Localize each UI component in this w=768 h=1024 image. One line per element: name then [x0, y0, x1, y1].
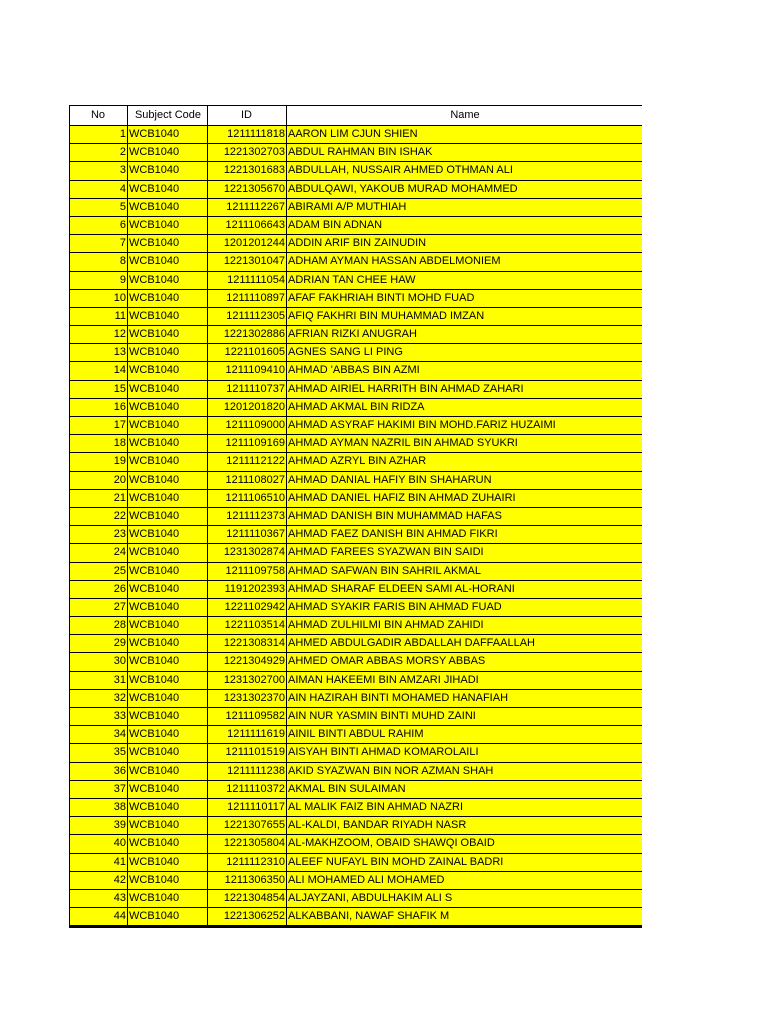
- table-row: [70, 162, 642, 180]
- table-row: [70, 726, 642, 744]
- cell-id[interactable]: 1221102942: [208, 599, 287, 616]
- cell-name[interactable]: AHMAD DANIEL HAFIZ BIN AHMAD ZUHAIRI: [288, 491, 516, 504]
- cell-no[interactable]: 17: [70, 417, 128, 434]
- cell-subject-code[interactable]: WCB1040: [128, 672, 208, 689]
- cell-no[interactable]: 27: [70, 599, 128, 616]
- cell-subject-code[interactable]: WCB1040: [128, 344, 208, 361]
- table-row: [70, 526, 642, 544]
- cell-name[interactable]: ADDIN ARIF BIN ZAINUDIN: [288, 237, 427, 250]
- cell-id[interactable]: 1211110117: [208, 799, 287, 816]
- cell-name[interactable]: AHMED ABDULGADIR ABDALLAH DAFFAALLAH: [288, 637, 535, 650]
- table-row: [70, 635, 642, 653]
- cell-id[interactable]: 1211109410: [208, 362, 287, 379]
- table-row: [70, 653, 642, 671]
- cell-name[interactable]: AIN NUR YASMIN BINTI MUHD ZAINI: [288, 710, 476, 722]
- cell-name[interactable]: AHMAD SAFWAN BIN SAHRIL AKMAL: [288, 564, 481, 577]
- table-row: [70, 908, 642, 926]
- cell-id[interactable]: 1221101605: [208, 344, 287, 361]
- table-body: [70, 126, 642, 926]
- cell-id[interactable]: 1211111238: [208, 763, 287, 780]
- cell-name[interactable]: ALI MOHAMED ALI MOHAMED: [288, 873, 445, 886]
- table-row: [70, 581, 642, 599]
- cell-subject-code[interactable]: WCB1040: [128, 417, 208, 434]
- cell-no[interactable]: 28: [70, 617, 128, 634]
- cell-name[interactable]: AL MALIK FAIZ BIN AHMAD NAZRI: [288, 800, 464, 813]
- cell-name[interactable]: AHMAD AZRYL BIN AZHAR: [288, 455, 427, 468]
- cell-subject-code[interactable]: WCB1040: [128, 653, 208, 670]
- cell-name[interactable]: AHMAD DANIAL HAFIY BIN SHAHARUN: [288, 473, 492, 486]
- cell-no[interactable]: 15: [70, 381, 128, 398]
- cell-no[interactable]: 30: [70, 653, 128, 670]
- table-row: [70, 617, 642, 635]
- cell-id[interactable]: 1221304929: [208, 653, 287, 670]
- table-row: [70, 781, 642, 799]
- cell-no[interactable]: 12: [70, 326, 128, 343]
- cell-id[interactable]: 1221307655: [208, 817, 287, 834]
- cell-name[interactable]: ALKABBANI, NAWAF SHAFIK M: [288, 910, 450, 923]
- cell-id[interactable]: 1221306252: [208, 908, 287, 925]
- cell-name[interactable]: AFIQ FAKHRI BIN MUHAMMAD IMZAN: [288, 309, 485, 322]
- cell-id[interactable]: 1231302700: [208, 672, 287, 689]
- table-row: [70, 490, 642, 508]
- cell-no[interactable]: 24: [70, 544, 128, 561]
- cell-name[interactable]: AINIL BINTI ABDUL RAHIM: [288, 728, 424, 741]
- cell-subject-code[interactable]: WCB1040: [128, 199, 208, 216]
- cell-subject-code[interactable]: WCB1040: [128, 217, 208, 234]
- cell-id[interactable]: 1211112267: [208, 199, 287, 216]
- cell-subject-code[interactable]: WCB1040: [128, 308, 208, 325]
- table-row: [70, 235, 642, 253]
- cell-subject-code[interactable]: WCB1040: [128, 599, 208, 616]
- cell-subject-code[interactable]: WCB1040: [128, 399, 208, 416]
- cell-name[interactable]: AHMAD ASYRAF HAKIMI BIN MOHD.FARIZ HUZAIMI: [288, 419, 556, 431]
- table-row: [70, 544, 642, 562]
- table-row: [70, 290, 642, 308]
- cell-id[interactable]: 1211111818: [208, 126, 287, 143]
- cell-id[interactable]: 1211109000: [208, 417, 287, 434]
- cell-subject-code[interactable]: WCB1040: [128, 763, 208, 780]
- cell-id[interactable]: 1211110372: [208, 781, 287, 798]
- cell-name[interactable]: AHMAD SYAKIR FARIS BIN AHMAD FUAD: [288, 600, 502, 613]
- cell-id[interactable]: 1221302703: [208, 144, 287, 161]
- table-row: [70, 854, 642, 872]
- cell-subject-code[interactable]: WCB1040: [128, 544, 208, 561]
- table-row: [70, 362, 642, 380]
- cell-no[interactable]: 9: [70, 272, 128, 289]
- cell-id[interactable]: 1221304854: [208, 890, 287, 907]
- table-row: [70, 672, 642, 690]
- cell-no[interactable]: 22: [70, 508, 128, 525]
- cell-no[interactable]: 21: [70, 490, 128, 507]
- cell-name[interactable]: AHMAD AKMAL BIN RIDZA: [288, 400, 425, 413]
- cell-subject-code[interactable]: WCB1040: [128, 835, 208, 852]
- cell-subject-code[interactable]: WCB1040: [128, 854, 208, 871]
- cell-subject-code[interactable]: WCB1040: [128, 162, 208, 179]
- cell-name[interactable]: AIMAN HAKEEMI BIN AMZARI JIHADI: [288, 673, 479, 686]
- cell-subject-code[interactable]: WCB1040: [128, 563, 208, 580]
- cell-no[interactable]: 1: [70, 126, 128, 143]
- cell-name[interactable]: ADRIAN TAN CHEE HAW: [288, 273, 416, 286]
- cell-no[interactable]: 3: [70, 162, 128, 179]
- cell-id[interactable]: 1211306350: [208, 872, 287, 889]
- cell-id[interactable]: 1221308314: [208, 635, 287, 652]
- cell-subject-code[interactable]: WCB1040: [128, 890, 208, 907]
- table-row: [70, 326, 642, 344]
- table-row: [70, 435, 642, 453]
- table-row: [70, 817, 642, 835]
- cell-subject-code[interactable]: WCB1040: [128, 508, 208, 525]
- header-subject-code[interactable]: Subject Code: [128, 106, 208, 125]
- cell-id[interactable]: 1221305670: [208, 181, 287, 198]
- cell-name[interactable]: AIN HAZIRAH BINTI MOHAMED HANAFIAH: [288, 691, 509, 704]
- cell-name[interactable]: AGNES SANG LI PING: [288, 346, 403, 359]
- cell-no[interactable]: 44: [70, 908, 128, 925]
- table-row: [70, 399, 642, 417]
- table-row: [70, 708, 642, 726]
- cell-subject-code[interactable]: WCB1040: [128, 726, 208, 743]
- cell-no[interactable]: 32: [70, 690, 128, 707]
- cell-subject-code[interactable]: WCB1040: [128, 126, 208, 143]
- header-name[interactable]: Name: [450, 109, 480, 121]
- cell-id[interactable]: 1211111054: [208, 272, 287, 289]
- cell-subject-code[interactable]: WCB1040: [128, 635, 208, 652]
- cell-name[interactable]: AL-MAKHZOOM, OBAID SHAWQI OBAID: [288, 837, 495, 850]
- cell-no[interactable]: 35: [70, 744, 128, 761]
- cell-subject-code[interactable]: WCB1040: [128, 799, 208, 816]
- table-row: [70, 381, 642, 399]
- cell-name[interactable]: ADAM BIN ADNAN: [288, 218, 383, 231]
- cell-id[interactable]: 1211112305: [208, 308, 287, 325]
- table-row: [70, 890, 642, 908]
- cell-name[interactable]: ABDUL RAHMAN BIN ISHAK: [288, 146, 433, 159]
- cell-subject-code[interactable]: WCB1040: [128, 690, 208, 707]
- cell-subject-code[interactable]: WCB1040: [128, 362, 208, 379]
- table-row: [70, 453, 642, 471]
- cell-subject-code[interactable]: WCB1040: [128, 581, 208, 598]
- cell-id[interactable]: 1211110737: [208, 381, 287, 398]
- cell-id[interactable]: 1221301047: [208, 253, 287, 270]
- cell-id[interactable]: 1231302370: [208, 690, 287, 707]
- cell-no[interactable]: 38: [70, 799, 128, 816]
- cell-name[interactable]: AHMAD SHARAF ELDEEN SAMI AL-HORANI: [288, 582, 515, 595]
- cell-name[interactable]: ABIRAMI A/P MUTHIAH: [288, 200, 407, 213]
- cell-no[interactable]: 42: [70, 872, 128, 889]
- table-header-row: [70, 106, 642, 126]
- cell-name[interactable]: ABDULLAH, NUSSAIR AHMED OTHMAN ALI: [288, 164, 513, 177]
- cell-id[interactable]: 1211110367: [208, 526, 287, 543]
- cell-id[interactable]: 1221305804: [208, 835, 287, 852]
- cell-name[interactable]: AL-KALDI, BANDAR RIYADH NASR: [288, 819, 467, 832]
- table-row: [70, 253, 642, 271]
- cell-subject-code[interactable]: WCB1040: [128, 472, 208, 489]
- cell-subject-code[interactable]: WCB1040: [128, 272, 208, 289]
- cell-no[interactable]: 4: [70, 181, 128, 198]
- table-row: [70, 417, 642, 435]
- cell-no[interactable]: 39: [70, 817, 128, 834]
- table-row: [70, 472, 642, 490]
- cell-no[interactable]: 7: [70, 235, 128, 252]
- cell-no[interactable]: 29: [70, 635, 128, 652]
- cell-id[interactable]: 1221302886: [208, 326, 287, 343]
- table-row: [70, 272, 642, 290]
- cell-no[interactable]: 6: [70, 217, 128, 234]
- table-row: [70, 690, 642, 708]
- cell-no[interactable]: 33: [70, 708, 128, 725]
- cell-subject-code[interactable]: WCB1040: [128, 526, 208, 543]
- cell-id[interactable]: 1231302874: [208, 544, 287, 561]
- cell-id[interactable]: 1201201820: [208, 399, 287, 416]
- cell-id[interactable]: 1211101519: [208, 744, 287, 761]
- cell-no[interactable]: 14: [70, 362, 128, 379]
- cell-name[interactable]: AFAF FAKHRIAH BINTI MOHD FUAD: [288, 291, 475, 304]
- cell-id[interactable]: 1201201244: [208, 235, 287, 252]
- cell-id[interactable]: 1221103514: [208, 617, 287, 634]
- cell-id[interactable]: 1211112373: [208, 508, 287, 525]
- cell-subject-code[interactable]: WCB1040: [128, 908, 208, 925]
- cell-id[interactable]: 1211109758: [208, 563, 287, 580]
- cell-subject-code[interactable]: WCB1040: [128, 744, 208, 761]
- cell-no[interactable]: 8: [70, 253, 128, 270]
- cell-name[interactable]: AHMAD DANISH BIN MUHAMMAD HAFAS: [288, 509, 502, 522]
- cell-no[interactable]: 10: [70, 290, 128, 307]
- cell-no[interactable]: 36: [70, 763, 128, 780]
- cell-name[interactable]: AHMED OMAR ABBAS MORSY ABBAS: [288, 655, 486, 668]
- cell-no[interactable]: 37: [70, 781, 128, 798]
- cell-id[interactable]: 1211112310: [208, 854, 287, 871]
- cell-id[interactable]: 1211108027: [208, 472, 287, 489]
- cell-name[interactable]: AKID SYAZWAN BIN NOR AZMAN SHAH: [288, 764, 494, 777]
- cell-id[interactable]: 1211112122: [208, 453, 287, 470]
- cell-name[interactable]: AKMAL BIN SULAIMAN: [288, 782, 406, 795]
- table-row: [70, 217, 642, 235]
- student-table: [69, 105, 642, 928]
- cell-subject-code[interactable]: WCB1040: [128, 617, 208, 634]
- table-row: [70, 872, 642, 890]
- cell-no[interactable]: 26: [70, 581, 128, 598]
- cell-subject-code[interactable]: WCB1040: [128, 490, 208, 507]
- header-no[interactable]: No: [70, 106, 128, 125]
- cell-id[interactable]: 1191202393: [208, 581, 287, 598]
- cell-subject-code[interactable]: WCB1040: [128, 872, 208, 889]
- table-row: [70, 508, 642, 526]
- cell-no[interactable]: 23: [70, 526, 128, 543]
- cell-name[interactable]: ALEEF NUFAYL BIN MOHD ZAINAL BADRI: [288, 855, 504, 868]
- cell-no[interactable]: 5: [70, 199, 128, 216]
- cell-subject-code[interactable]: WCB1040: [128, 708, 208, 725]
- cell-name[interactable]: AHMAD FAREES SYAZWAN BIN SAIDI: [288, 546, 484, 559]
- cell-name[interactable]: AHMAD 'ABBAS BIN AZMI: [288, 364, 420, 377]
- cell-subject-code[interactable]: WCB1040: [128, 181, 208, 198]
- cell-no[interactable]: 31: [70, 672, 128, 689]
- cell-name[interactable]: AHMAD FAEZ DANISH BIN AHMAD FIKRI: [288, 528, 498, 541]
- cell-name[interactable]: ADHAM AYMAN HASSAN ABDELMONIEM: [288, 255, 501, 268]
- cell-name[interactable]: AISYAH BINTI AHMAD KOMAROLAILI: [288, 746, 479, 759]
- cell-id[interactable]: 1211106643: [208, 217, 287, 234]
- header-id[interactable]: ID: [208, 106, 287, 125]
- table-row: [70, 308, 642, 326]
- cell-no[interactable]: 11: [70, 308, 128, 325]
- cell-id[interactable]: 1211109582: [208, 708, 287, 725]
- cell-no[interactable]: 18: [70, 435, 128, 452]
- cell-name[interactable]: ABDULQAWI, YAKOUB MURAD MOHAMMED: [288, 182, 518, 195]
- cell-name[interactable]: AHMAD AYMAN NAZRIL BIN AHMAD SYUKRI: [288, 437, 518, 450]
- table-row: [70, 744, 642, 762]
- cell-id[interactable]: 1221301683: [208, 162, 287, 179]
- cell-no[interactable]: 34: [70, 726, 128, 743]
- cell-no[interactable]: 19: [70, 453, 128, 470]
- table-row: [70, 181, 642, 199]
- cell-no[interactable]: 16: [70, 399, 128, 416]
- cell-subject-code[interactable]: WCB1040: [128, 326, 208, 343]
- cell-subject-code[interactable]: WCB1040: [128, 453, 208, 470]
- cell-no[interactable]: 25: [70, 563, 128, 580]
- cell-subject-code[interactable]: WCB1040: [128, 435, 208, 452]
- table-row: [70, 599, 642, 617]
- cell-name[interactable]: AHMAD ZULHILMI BIN AHMAD ZAHIDI: [288, 619, 484, 632]
- table-row: [70, 144, 642, 162]
- cell-subject-code[interactable]: WCB1040: [128, 235, 208, 252]
- cell-name[interactable]: ALJAYZANI, ABDULHAKIM ALI S: [288, 891, 453, 904]
- cell-id[interactable]: 1211106510: [208, 490, 287, 507]
- cell-name[interactable]: AFRIAN RIZKI ANUGRAH: [288, 328, 417, 341]
- table-row: [70, 763, 642, 781]
- cell-id[interactable]: 1211111619: [208, 726, 287, 743]
- cell-name[interactable]: AHMAD AIRIEL HARRITH BIN AHMAD ZAHARI: [288, 382, 524, 395]
- table-row: [70, 835, 642, 853]
- table-row: [70, 344, 642, 362]
- cell-no[interactable]: 13: [70, 344, 128, 361]
- cell-id[interactable]: 1211109169: [208, 435, 287, 452]
- cell-subject-code[interactable]: WCB1040: [128, 290, 208, 307]
- cell-no[interactable]: 41: [70, 854, 128, 871]
- cell-subject-code[interactable]: WCB1040: [128, 381, 208, 398]
- cell-subject-code[interactable]: WCB1040: [128, 144, 208, 161]
- cell-subject-code[interactable]: WCB1040: [128, 781, 208, 798]
- cell-no[interactable]: 20: [70, 472, 128, 489]
- cell-subject-code[interactable]: WCB1040: [128, 817, 208, 834]
- cell-id[interactable]: 1211110897: [208, 290, 287, 307]
- table-row: [70, 126, 642, 144]
- cell-name[interactable]: AARON LIM CJUN SHIEN: [288, 128, 418, 140]
- table-row: [70, 799, 642, 817]
- cell-no[interactable]: 2: [70, 144, 128, 161]
- cell-no[interactable]: 40: [70, 835, 128, 852]
- cell-no[interactable]: 43: [70, 890, 128, 907]
- table-row: [70, 563, 642, 581]
- cell-subject-code[interactable]: WCB1040: [128, 253, 208, 270]
- table-row: [70, 199, 642, 217]
